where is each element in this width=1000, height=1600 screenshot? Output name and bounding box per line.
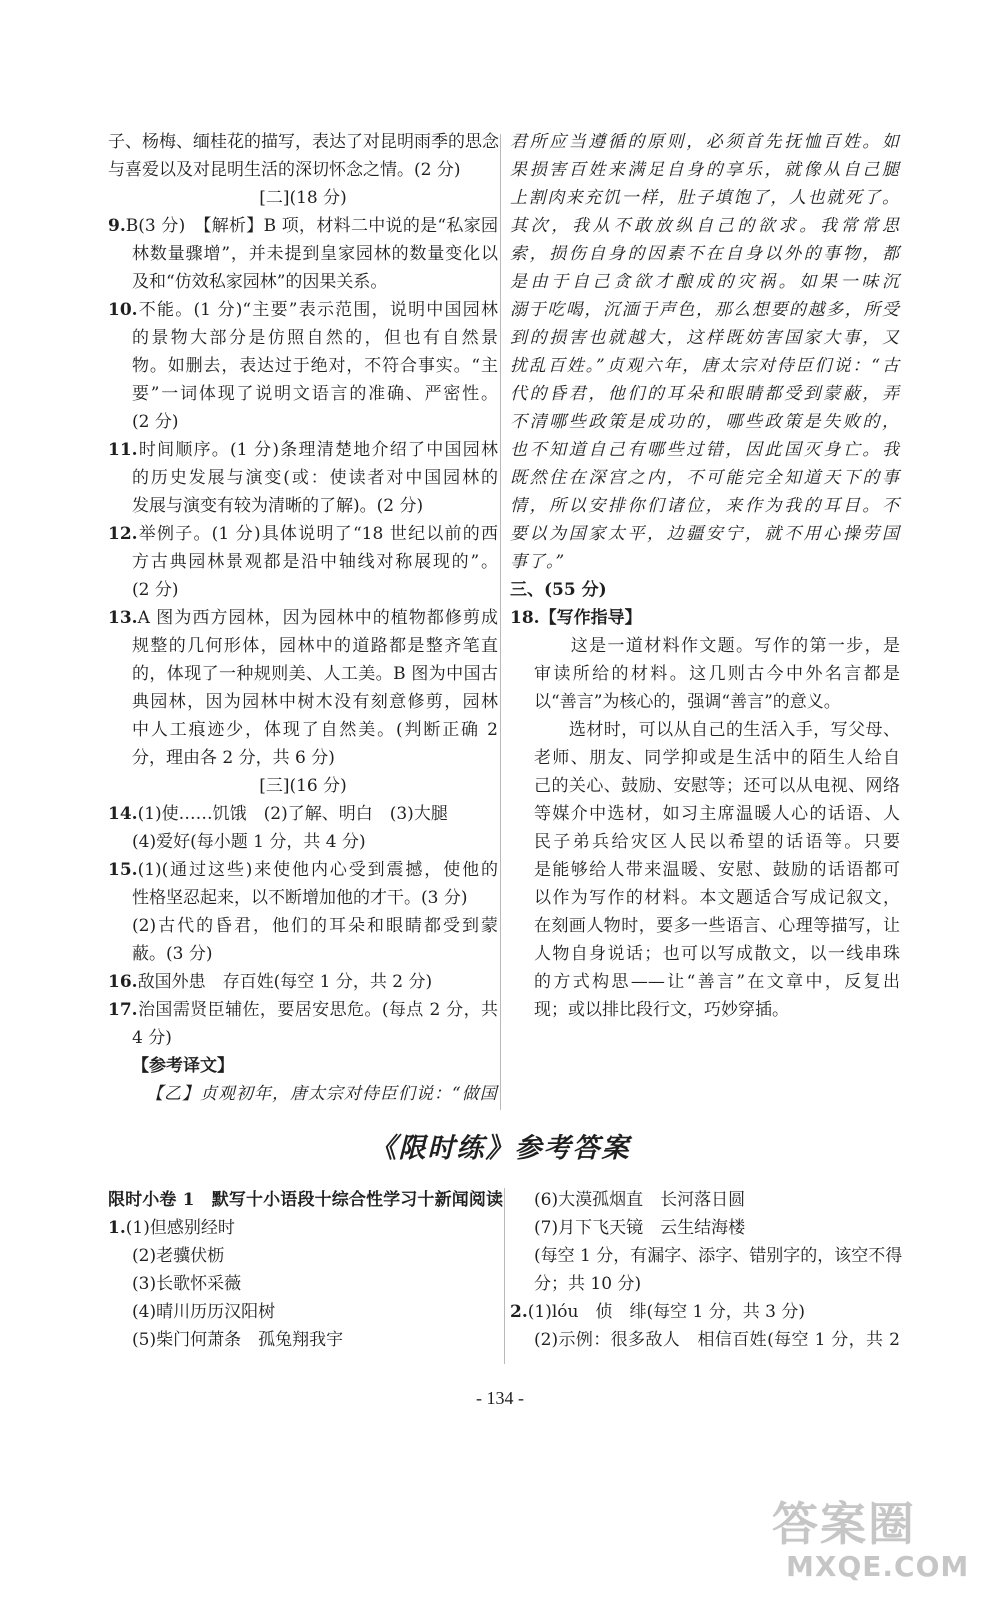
watermark-url: MXQE.COM xyxy=(786,1550,970,1583)
line-text: 不能。(1 分)“主要”表示范围，说明中国园林 xyxy=(137,300,498,320)
line-text: 规整的几何形体，园林中的道路都是整齐笔直 xyxy=(132,636,498,656)
text-line xyxy=(510,576,900,604)
line-text: 的方式构思——让“善言”在文章中，反复出 xyxy=(534,972,900,992)
line-text: 是能够给人带来温暖、安慰、鼓励的话语都可 xyxy=(534,860,900,880)
text-line xyxy=(108,744,498,772)
line-text: 己的关心、鼓励、安慰等；还可以从电视、网络 xyxy=(534,776,900,796)
text-line xyxy=(510,660,900,688)
question-number: 2. xyxy=(510,1302,528,1322)
line-text: 果损害百姓来满足自身的享乐，就像从自己腿 xyxy=(510,160,900,180)
line-text: 到的损害也就越大，这样既妨害国家大事，又 xyxy=(510,328,900,348)
text-line xyxy=(108,688,498,716)
line-text: 典园林，因为园林中树木没有刻意修剪，园林 xyxy=(132,692,498,712)
left-column xyxy=(108,128,498,1108)
line-text: 上割肉来充饥一样，肚子填饱了，人也就死了。 xyxy=(510,188,900,208)
text-line xyxy=(108,576,498,604)
text-line xyxy=(108,772,498,800)
line-text: 分；共 10 分) xyxy=(534,1274,642,1294)
line-text: 这是一道材料作文题。写作的第一步，是 xyxy=(534,636,900,656)
line-text: 方古典园林景观都是沿中轴线对称展现的”。 xyxy=(132,552,498,572)
line-text: 要以为国家太平，边疆安宁，就不用心操劳国 xyxy=(510,524,900,544)
line-text: 扰乱百姓。”贞观六年，唐太宗对侍臣们说：“古 xyxy=(510,356,900,376)
text-line xyxy=(108,1298,503,1326)
text-line xyxy=(108,660,498,688)
line-text: 时间顺序。(1 分)条理清楚地介绍了中国园林 xyxy=(137,440,498,460)
text-line xyxy=(108,632,498,660)
line-text: 【乙】贞观初年，唐太宗对侍臣们说：“做国 xyxy=(146,1084,498,1104)
line-text: 也不知道自己有哪些过错，因此国灭身亡。我 xyxy=(510,440,900,460)
line-text: 的，体现了一种规则美、人工美。B 图为中国古 xyxy=(132,664,498,684)
text-line xyxy=(108,884,498,912)
text-line xyxy=(510,380,900,408)
line-text: 【参考译文】 xyxy=(132,1056,234,1076)
line-text: 的历史发展与演变(或：使读者对中国园林的 xyxy=(132,468,498,488)
text-line xyxy=(510,352,900,380)
question-number: 1. xyxy=(108,1218,126,1238)
line-text: 情，所以安排你们诸位，来作为我的耳目。不 xyxy=(510,496,900,516)
text-line xyxy=(108,520,498,548)
text-line xyxy=(108,604,498,632)
text-line xyxy=(510,212,900,240)
text-line xyxy=(510,968,900,996)
text-line xyxy=(108,464,498,492)
text-line xyxy=(108,156,498,184)
text-line xyxy=(510,492,900,520)
line-text: (2)示例：很多敌人 相信百姓(每空 1 分，共 2 xyxy=(534,1330,900,1350)
line-text: (1)使……饥饿 (2)了解、明白 (3)大腿 xyxy=(137,804,448,824)
text-line xyxy=(510,912,900,940)
line-text: (3)长歌怀采薇 xyxy=(132,1274,242,1294)
line-text: 等媒介中选材，如习主席温暖人心的话语、人 xyxy=(534,804,900,824)
text-line xyxy=(510,716,900,744)
line-text: 老师、朋友、同学抑或是生活中的陌生人给自 xyxy=(534,748,900,768)
text-line xyxy=(108,1052,498,1080)
section-title: 《限时练》参考答案 xyxy=(369,1133,631,1164)
line-text: 溺于吃喝，沉湎于声色，那么想要的越多，所受 xyxy=(510,300,900,320)
text-line xyxy=(510,128,900,156)
line-text: (2)古代的昏君，他们的耳朵和眼睛都受到蒙 xyxy=(132,916,498,936)
column-divider xyxy=(500,134,501,1110)
line-text: (1)但感别经时 xyxy=(125,1218,235,1238)
text-line xyxy=(510,1270,900,1298)
right-column xyxy=(510,128,900,1024)
text-line xyxy=(108,212,498,240)
text-line xyxy=(510,1214,900,1242)
text-line xyxy=(108,268,498,296)
line-text: 人物自身说话；也可以写成散文，以一线串珠 xyxy=(534,944,900,964)
question-number: 13. xyxy=(108,608,138,628)
text-line xyxy=(510,548,900,576)
text-line xyxy=(510,464,900,492)
line-text: 是由于自己贪欲才酿成的灾祸。如果一味沉 xyxy=(510,272,900,292)
line-text: 其次，我从不敢放纵自己的欲求。我常常思 xyxy=(510,216,900,236)
text-line xyxy=(108,716,498,744)
line-text: 治国需贤臣辅佐，要居安思危。(每点 2 分，共 xyxy=(137,1000,498,1020)
question-number: 9. xyxy=(108,216,126,236)
line-text: (每空 1 分，有漏字、添字、错别字的，该空不得 xyxy=(534,1246,903,1266)
line-text: 不清哪些政策是成功的，哪些政策是失败的， xyxy=(510,412,900,432)
text-line xyxy=(510,296,900,324)
question-number: 10. xyxy=(108,300,138,320)
line-text: 索，损伤自身的因素不在自身以外的事物，都 xyxy=(510,244,900,264)
text-line xyxy=(510,772,900,800)
bottom-column-divider xyxy=(504,1188,505,1364)
text-line xyxy=(510,940,900,968)
question-number: 12. xyxy=(108,524,138,544)
line-text: 举例子。(1 分)具体说明了“18 世纪以前的西 xyxy=(137,524,498,544)
text-line xyxy=(108,240,498,268)
line-text: 选材时，可以从自己的生活入手，写父母、 xyxy=(534,720,900,740)
text-line xyxy=(510,184,900,212)
line-text: 性格坚忍起来，以不断增加他的才干。(3 分) xyxy=(132,888,468,908)
question-number: 18. xyxy=(510,608,540,628)
text-line xyxy=(510,828,900,856)
line-text: [三](16 分) xyxy=(259,776,347,796)
line-text: 事了。” xyxy=(510,552,566,572)
text-line xyxy=(108,1186,503,1214)
text-line xyxy=(510,1298,900,1326)
text-line xyxy=(510,240,900,268)
line-text: 蔽。(3 分) xyxy=(132,944,213,964)
watermark-logo-text: 答案圈 xyxy=(772,1497,916,1551)
text-line xyxy=(510,996,900,1024)
line-text: 审读所给的材料。这几则古今中外名言都是 xyxy=(534,664,900,684)
question-number: 11. xyxy=(108,440,138,460)
text-line xyxy=(510,268,900,296)
text-line xyxy=(510,604,900,632)
line-text: 敌国外患 存百姓(每空 1 分，共 2 分) xyxy=(137,972,433,992)
text-line xyxy=(108,1214,503,1242)
line-text: 以作为写作的材料。本文题适合写成记叙文， xyxy=(534,888,900,908)
text-line xyxy=(108,968,498,996)
text-line xyxy=(108,1270,503,1298)
page-number: - 134 - xyxy=(476,1388,524,1408)
text-line xyxy=(108,996,498,1024)
text-line xyxy=(108,436,498,464)
line-text: A 图为西方园林，因为园林中的植物都修剪成 xyxy=(137,608,498,628)
line-text: 现；或以排比段行文，巧妙穿插。 xyxy=(534,1000,789,1020)
line-text: (4)爱好(每小题 1 分，共 4 分) xyxy=(132,832,366,852)
text-line xyxy=(108,492,498,520)
line-text: 三、(55 分) xyxy=(510,580,607,600)
text-line xyxy=(108,548,498,576)
text-line xyxy=(108,1080,498,1108)
text-line xyxy=(108,828,498,856)
text-line xyxy=(108,800,498,828)
line-text: 分，理由各 2 分，共 6 分) xyxy=(132,748,335,768)
text-line xyxy=(510,1326,900,1354)
text-line xyxy=(108,856,498,884)
text-line xyxy=(510,744,900,772)
text-line xyxy=(510,520,900,548)
text-line xyxy=(510,688,900,716)
line-text: 物。如删去，表达过于绝对，不符合事实。“主 xyxy=(132,356,498,376)
text-line xyxy=(510,884,900,912)
line-text: 民子弟兵给灾区人民以希望的话语等。只要 xyxy=(534,832,900,852)
line-text: [二](18 分) xyxy=(259,188,347,208)
question-number: 16. xyxy=(108,972,138,992)
line-text: (1)(通过这些)来使他内心受到震撼，使他的 xyxy=(137,860,498,880)
text-line xyxy=(510,1242,903,1270)
line-text: 的景物大部分是仿照自然的，但也有自然景 xyxy=(132,328,498,348)
text-line xyxy=(108,296,498,324)
text-line xyxy=(108,1326,503,1354)
line-text: B(3 分) 【解析】B 项，材料二中说的是“私家园 xyxy=(125,216,498,236)
bottom-right-column xyxy=(510,1186,903,1354)
line-text: 代的昏君，他们的耳朵和眼睛都受到蒙蔽，弄 xyxy=(510,384,900,404)
watermark-logo xyxy=(766,1488,976,1588)
line-text: (6)大漠孤烟直 长河落日圆 xyxy=(534,1190,746,1210)
line-text: (5)柴门何萧条 孤兔翔我宇 xyxy=(132,1330,344,1350)
text-line xyxy=(510,324,900,352)
text-line xyxy=(510,632,900,660)
line-text: 子、杨梅、缅桂花的描写，表达了对昆明雨季的思念 xyxy=(108,132,499,152)
text-line xyxy=(108,352,498,380)
text-line xyxy=(108,1024,498,1052)
question-number: 15. xyxy=(108,860,138,880)
text-line xyxy=(510,408,900,436)
text-line xyxy=(108,128,498,156)
text-line xyxy=(510,856,900,884)
line-text: 君所应当遵循的原则，必须首先抚恤百姓。如 xyxy=(510,132,900,152)
text-line xyxy=(108,380,498,408)
line-text: 【写作指导】 xyxy=(539,608,642,628)
line-text: (2 分) xyxy=(132,412,179,432)
text-line xyxy=(510,1186,900,1214)
line-text: 及和“仿效私家园林”的因果关系。 xyxy=(132,272,388,292)
line-text: 林数量骤增”，并未提到皇家园林的数量变化以 xyxy=(132,244,498,264)
line-text: (7)月下飞天镜 云生结海楼 xyxy=(534,1218,746,1238)
line-text: (2 分) xyxy=(132,580,179,600)
text-line xyxy=(108,912,498,940)
line-text: 发展与演变有较为清晰的了解)。(2 分) xyxy=(132,496,424,516)
line-text: 4 分) xyxy=(132,1028,172,1048)
line-text: 以“善言”为核心的，强调“善言”的意义。 xyxy=(534,692,841,712)
question-number: 14. xyxy=(108,804,138,824)
text-line xyxy=(510,156,900,184)
text-line xyxy=(108,1242,503,1270)
line-text: (1)lóu 侦 绯(每空 1 分，共 3 分) xyxy=(527,1302,805,1322)
bottom-left-column xyxy=(108,1186,503,1354)
line-text: 既然住在深宫之内，不可能完全知道天下的事 xyxy=(510,468,900,488)
text-line xyxy=(108,184,498,212)
line-text: 在刻画人物时，要多一些语言、心理等描写，让 xyxy=(534,916,900,936)
line-text: 要”一词体现了说明文语言的准确、严密性。 xyxy=(132,384,498,404)
text-line xyxy=(510,800,900,828)
text-line xyxy=(108,408,498,436)
text-line xyxy=(510,436,900,464)
text-line xyxy=(108,324,498,352)
line-text: 与喜爱以及对昆明生活的深切怀念之情。(2 分) xyxy=(108,160,461,180)
line-text: (2)老骥伏枥 xyxy=(132,1246,225,1266)
line-text: (4)晴川历历汉阳树 xyxy=(132,1302,276,1322)
text-line xyxy=(108,940,498,968)
line-text: 中人工痕迹少，体现了自然美。(判断正确 2 xyxy=(132,720,498,740)
question-number: 17. xyxy=(108,1000,138,1020)
line-text: 限时小卷 1 默写十小语段十综合性学习十新闻阅读 xyxy=(108,1190,503,1210)
